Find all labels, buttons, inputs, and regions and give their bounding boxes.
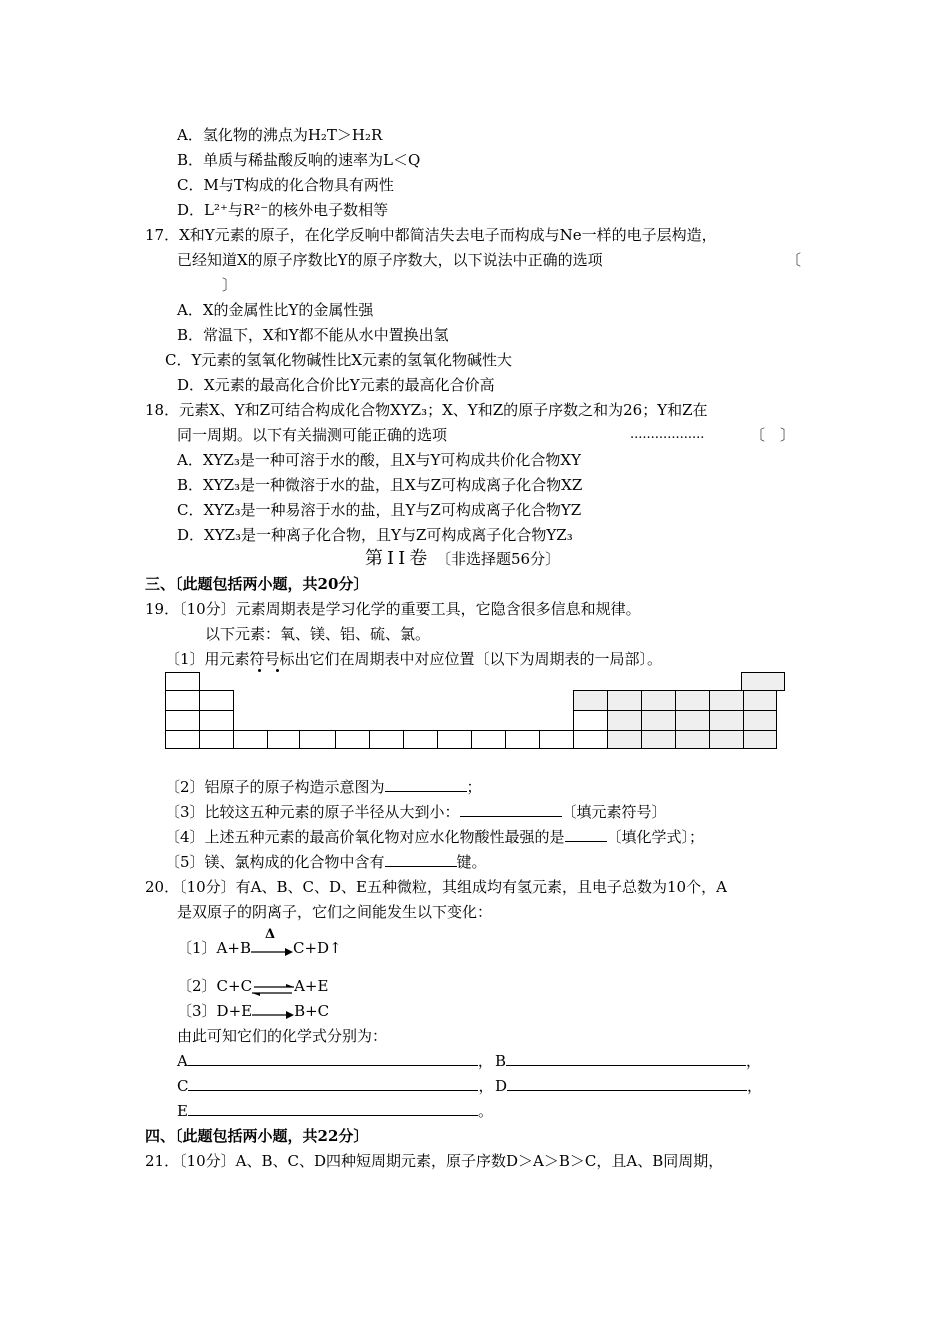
answer-a-blank[interactable]	[188, 1051, 478, 1066]
section4-heading: 四、〔此题包括两小题，共22分〕	[145, 1127, 369, 1145]
pt-cell-4-2[interactable]	[199, 730, 234, 749]
answer-c-blank[interactable]	[188, 1076, 478, 1091]
q19-sub4-blank[interactable]	[565, 827, 607, 842]
q20-answer-d	[495, 1076, 762, 1096]
q19-sub5-blank[interactable]	[385, 852, 457, 867]
pt-cell-4-18[interactable]	[743, 730, 777, 749]
pt-cell-4-6[interactable]	[335, 730, 370, 749]
part2-subtitle: 〔非选择题56分〕	[436, 550, 561, 568]
answer-e-label: E	[177, 1102, 188, 1120]
answer-d-label: D	[495, 1077, 508, 1095]
pt-cell-4-10[interactable]	[471, 730, 506, 749]
pt-cell-4-14[interactable]	[607, 730, 642, 749]
q18-option-b: B．XYZ₃是一种微溶于水的盐，且X与Z可构成离子化合物XZ	[177, 476, 583, 494]
q19-elements: 以下元素：氧、镁、铝、硫、氯。	[205, 625, 431, 643]
q19-sub2-end: ；	[466, 778, 482, 796]
arrow-icon	[252, 1006, 294, 1018]
q16-option-d: D．L²⁺与R²⁻的核外电子数相等	[177, 201, 389, 219]
q18-bracket: 〔 〕	[750, 426, 796, 444]
pt-cell-2-16[interactable]	[675, 690, 710, 711]
reaction1-left: 〔1〕A+B	[177, 939, 251, 957]
pt-cell-3-2[interactable]	[199, 710, 234, 731]
q19-sub3-text: 〔3〕比较这五种元素的原子半径从大到小：	[165, 803, 460, 821]
pt-cell-2-1[interactable]	[165, 690, 200, 711]
q19-intro: 19．〔10分〕元素周期表是学习化学的重要工具，它隐含很多信息和规律。	[145, 600, 641, 618]
q18-option-c: C．XYZ₃是一种易溶于水的盐，且Y与Z可构成离子化合物YZ	[177, 501, 582, 519]
answer-c-label: C	[177, 1077, 189, 1095]
answer-a-label: A	[177, 1052, 188, 1070]
pt-cell-4-13[interactable]	[573, 730, 608, 749]
pt-cell-4-8[interactable]	[403, 730, 438, 749]
stray-dot	[276, 669, 279, 672]
q19-sub1: 〔1〕用元素符号标出它们在周期表中对应位置〔以下为周期表的一局部〕。	[165, 650, 663, 668]
q17-option-b: B．常温下，X和Y都不能从水中置换出氢	[177, 326, 449, 344]
q17-option-c: C．Y元素的氢氧化物碱性比X元素的氢氧化物碱性大	[165, 351, 513, 369]
heat-arrow-icon	[251, 927, 293, 955]
comma: ，	[477, 1052, 493, 1070]
q17-stem-line2: 已经知道X的原子序数比Y的原子序数大，以下说法中正确的选项	[177, 251, 603, 269]
q19-sub3-end: 〔填元素符号〕	[561, 803, 667, 821]
pt-cell-2-18[interactable]	[743, 690, 777, 711]
q16-option-c: C．M与T构成的化合物具有两性	[177, 176, 394, 194]
q19-sub5	[165, 852, 487, 872]
q19-sub3	[165, 802, 667, 822]
pt-cell-1-18[interactable]	[741, 672, 785, 691]
comma: ，	[747, 1077, 763, 1095]
part2-title-text: 第II卷	[365, 548, 432, 569]
q20-answer-a	[177, 1051, 493, 1071]
q18-option-a: A．XYZ₃是一种可溶于水的酸，且X与Y可构成共价化合物XY	[177, 451, 582, 469]
equilibrium-arrow-icon	[252, 981, 294, 993]
pt-cell-2-17[interactable]	[709, 690, 744, 711]
pt-cell-4-3[interactable]	[233, 730, 268, 749]
period: 。	[477, 1102, 493, 1120]
q20-reaction-2	[177, 976, 328, 996]
q19-sub3-blank[interactable]	[460, 802, 562, 817]
answer-d-blank[interactable]	[507, 1076, 747, 1091]
q20-answer-e	[177, 1101, 493, 1121]
q20-stem-line1: 20．〔10分〕有A、B、C、D、E五种微粒，其组成均有氢元素，且电子总数为10个，A	[145, 878, 727, 896]
q20-answer-b	[495, 1051, 761, 1071]
q20-answer-c	[177, 1076, 494, 1096]
q20-conclude: 由此可知它们的化学式分别为：	[177, 1027, 388, 1045]
pt-cell-4-4[interactable]	[267, 730, 300, 749]
q19-sub5-end: 键。	[456, 853, 487, 871]
q20-reaction-1	[177, 927, 342, 958]
q18-stem-line1: 18．元素X、Y和Z可结合构成化合物XYZ₃；X、Y和Z的原子序数之和为26；Y和Z在	[145, 401, 708, 419]
q19-sub2	[165, 777, 482, 797]
pt-cell-4-1[interactable]	[165, 730, 200, 749]
pt-cell-3-17[interactable]	[709, 710, 744, 731]
q19-sub4-text: 〔4〕上述五种元素的最高价氧化物对应水化物酸性最强的是	[165, 828, 565, 846]
reaction2-right: A+E	[294, 977, 329, 995]
pt-cell-4-17[interactable]	[709, 730, 744, 749]
pt-cell-2-15[interactable]	[641, 690, 676, 711]
pt-cell-1-1[interactable]	[165, 672, 200, 691]
pt-cell-3-18[interactable]	[743, 710, 777, 731]
q17-stem-line1: 17．X和Y元素的原子，在化学反响中都简洁失去电子而构成与Ne一样的电子层构造，	[145, 226, 717, 244]
q20-stem-line2: 是双原子的阴离子，它们之间能发生以下变化：	[177, 903, 493, 921]
answer-b-label: B	[495, 1052, 507, 1070]
q19-sub2-text: 〔2〕铝原子的原子构造示意图为	[165, 778, 385, 796]
pt-cell-4-15[interactable]	[641, 730, 676, 749]
comma: ，	[478, 1077, 494, 1095]
q21-stem-line1: 21．〔10分〕A、B、C、D四种短周期元素，原子序数D＞A＞B＞C，且A、B同周期，	[145, 1152, 724, 1170]
q19-sub4	[165, 827, 704, 847]
pt-cell-3-16[interactable]	[675, 710, 710, 731]
q16-option-b: B．单质与稀盐酸反响的速率为L＜Q	[177, 151, 421, 169]
q18-option-d: D．XYZ₃是一种离子化合物，且Y与Z可构成离子化合物YZ₃	[177, 526, 573, 544]
reaction3-left: 〔3〕D+E	[177, 1002, 253, 1020]
q19-sub4-end: 〔填化学式〕；	[606, 828, 705, 846]
pt-cell-2-2[interactable]	[199, 690, 234, 711]
pt-cell-4-11[interactable]	[505, 730, 540, 749]
pt-cell-3-15[interactable]	[641, 710, 676, 731]
q19-sub5-text: 〔5〕镁、氯构成的化合物中含有	[165, 853, 385, 871]
pt-cell-4-9[interactable]	[437, 730, 472, 749]
answer-b-blank[interactable]	[506, 1051, 746, 1066]
q17-bracket-close: 〕	[222, 276, 238, 294]
pt-cell-4-5[interactable]	[299, 730, 336, 749]
reaction2-left: 〔2〕C+C	[177, 977, 253, 995]
comma: ，	[746, 1052, 762, 1070]
pt-cell-2-13[interactable]	[573, 690, 608, 711]
q18-stem-line2: 同一周期。以下有关揣测可能正确的选项	[177, 426, 448, 444]
pt-cell-3-13[interactable]	[573, 710, 608, 731]
q17-option-d: D．X元素的最高化合价比Y元素的最高化合价高	[177, 376, 495, 394]
q17-bracket-open: 〔	[786, 251, 802, 269]
q19-sub2-blank[interactable]	[385, 777, 467, 792]
section3-heading: 三、〔此题包括两小题，共20分〕	[145, 575, 369, 593]
q18-dots: ..................	[630, 427, 705, 442]
pt-cell-2-14[interactable]	[607, 690, 642, 711]
pt-cell-4-7[interactable]	[369, 730, 404, 749]
stray-dot	[258, 669, 261, 672]
reaction3-right: B+C	[294, 1002, 330, 1020]
pt-cell-4-12[interactable]	[539, 730, 574, 749]
reaction1-right: C+D↑	[292, 939, 342, 957]
q20-reaction-3	[177, 1001, 329, 1021]
answer-e-blank[interactable]	[188, 1101, 478, 1116]
pt-cell-4-16[interactable]	[675, 730, 710, 749]
q16-option-a: A．氢化物的沸点为H₂T＞H₂R	[177, 126, 383, 144]
pt-cell-3-1[interactable]	[165, 710, 200, 731]
part2-title	[365, 549, 560, 569]
q17-option-a: A．X的金属性比Y的金属性强	[177, 301, 374, 319]
pt-cell-3-14[interactable]	[607, 710, 642, 731]
heat-symbol: Δ	[264, 927, 276, 942]
